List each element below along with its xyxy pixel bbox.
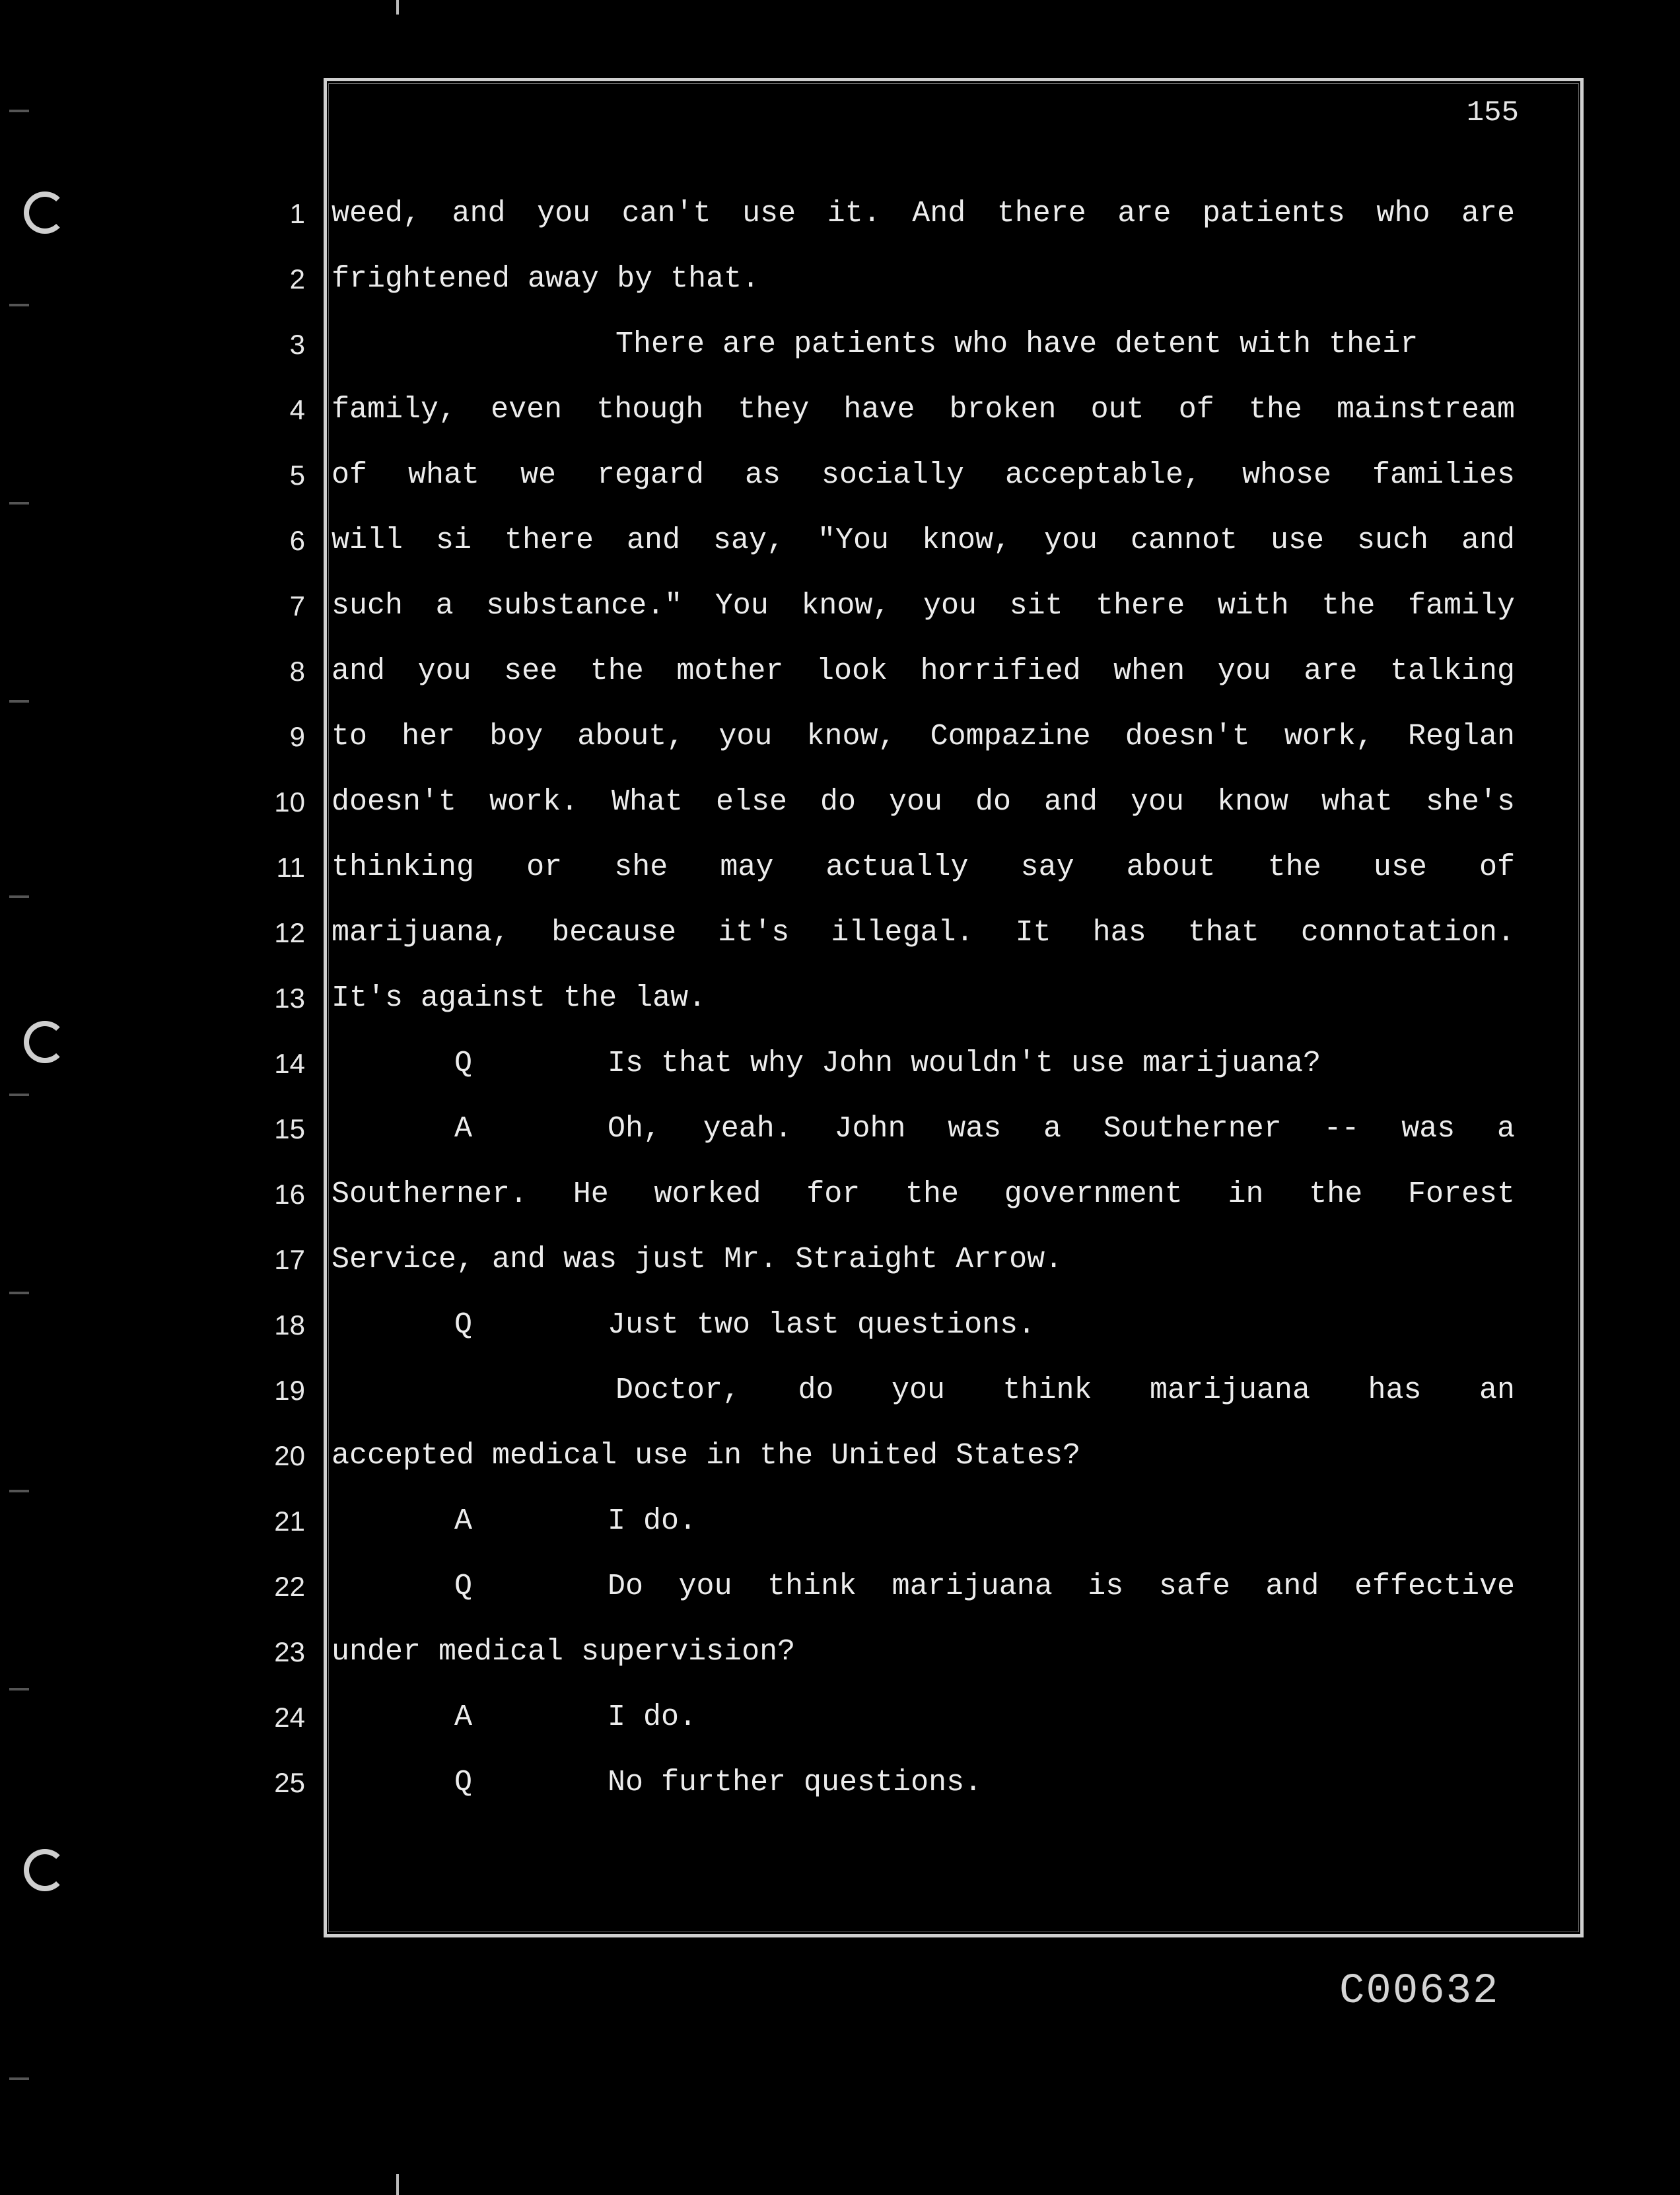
transcript-line	[332, 1372, 1515, 1409]
transcript-line	[332, 1438, 1515, 1475]
binder-hole-middle	[24, 1021, 66, 1063]
line-text: accepted medical use in the United States?	[332, 1439, 1081, 1473]
line-number: 4	[289, 394, 305, 425]
scan-tick	[9, 2077, 29, 2080]
line-text: Is that why John wouldn't use marijuana?	[608, 1047, 1321, 1080]
speaker-label: A	[454, 1112, 473, 1146]
line-text: will si there and say, "You know, you cannot use such and	[332, 524, 1515, 557]
transcript-line	[332, 915, 1515, 952]
transcript-line	[332, 195, 1515, 232]
transcript-line	[332, 784, 1515, 821]
line-number: 1	[289, 198, 305, 229]
line-text: marijuana, because it's illegal. It has that connotation.	[332, 916, 1515, 950]
line-number: 6	[289, 525, 305, 556]
transcript-line	[332, 392, 1515, 429]
line-number: 10	[274, 786, 305, 818]
transcript-line	[332, 326, 1515, 363]
line-text: weed, and you can't use it. And there are patients who are	[332, 197, 1515, 230]
scan-tick	[9, 502, 29, 505]
line-text: Oh, yeah. John was a Southerner -- was a	[608, 1112, 1515, 1146]
speaker-label: Q	[454, 1570, 473, 1603]
line-text: under medical supervision?	[332, 1635, 796, 1669]
transcript-line	[332, 522, 1515, 559]
line-number: 12	[274, 917, 305, 948]
line-number: 25	[274, 1767, 305, 1798]
line-number: 3	[289, 329, 305, 360]
binder-hole-top	[24, 192, 66, 234]
line-text: I do.	[608, 1504, 697, 1538]
transcript-line	[332, 980, 1515, 1017]
line-text: Do you think marijuana is safe and effective	[608, 1570, 1515, 1603]
line-number: 21	[274, 1506, 305, 1537]
speaker-label: Q	[454, 1047, 473, 1080]
transcript-line	[332, 1764, 1515, 1801]
scan-tick	[9, 110, 29, 112]
transcript-line	[332, 1503, 1515, 1540]
transcript-line	[332, 1045, 1515, 1082]
line-text: I do.	[608, 1700, 697, 1734]
line-text: It's against the law.	[332, 981, 707, 1015]
transcript-line	[332, 457, 1515, 494]
scan-tick	[9, 304, 29, 306]
transcript-line	[332, 1634, 1515, 1671]
line-text: frightened away by that.	[332, 262, 760, 296]
line-text: Service, and was just Mr. Straight Arrow.	[332, 1243, 1063, 1276]
line-text: doesn't work. What else do you do and you know what she's	[332, 785, 1515, 819]
line-text: such a substance." You know, you sit there with the family	[332, 589, 1515, 623]
line-number: 22	[274, 1571, 305, 1602]
bates-number: C00632	[1339, 1968, 1500, 2015]
line-number: 13	[274, 983, 305, 1014]
scan-tick	[9, 700, 29, 703]
line-number: 19	[274, 1375, 305, 1406]
line-text: thinking or she may actually say about the use of	[332, 851, 1515, 884]
line-number: 2	[289, 263, 305, 295]
transcript-line	[332, 718, 1515, 755]
line-number: 7	[289, 590, 305, 621]
line-number: 5	[289, 460, 305, 491]
line-number: 15	[274, 1113, 305, 1144]
line-number: 20	[274, 1440, 305, 1471]
line-number: 9	[289, 721, 305, 752]
transcript-line	[332, 1699, 1515, 1736]
scan-edge-mark	[396, 0, 399, 15]
transcript-line	[332, 1111, 1515, 1148]
scan-tick	[9, 895, 29, 898]
speaker-label: A	[454, 1504, 473, 1538]
line-text: of what we regard as socially acceptable, whose families	[332, 458, 1515, 492]
transcript-line	[332, 588, 1515, 625]
speaker-label: Q	[454, 1766, 473, 1799]
scan-edge-mark	[396, 2174, 399, 2195]
transcript-line	[332, 653, 1515, 690]
transcript-line	[332, 1307, 1515, 1344]
line-number: 17	[274, 1244, 305, 1275]
line-number: 24	[274, 1702, 305, 1733]
line-text: and you see the mother look horrified when you are talking	[332, 654, 1515, 688]
line-text: family, even though they have broken out of the mainstream	[332, 393, 1515, 427]
line-text: Doctor, do you think marijuana has an	[615, 1374, 1515, 1407]
line-text: There are patients who have detent with their	[615, 328, 1418, 361]
scan-tick	[9, 1094, 29, 1096]
line-number: 23	[274, 1636, 305, 1667]
line-text: No further questions.	[608, 1766, 983, 1799]
line-number: 18	[274, 1309, 305, 1341]
transcript-line	[332, 1568, 1515, 1605]
line-number: 11	[276, 852, 305, 883]
speaker-label: Q	[454, 1308, 473, 1342]
line-text: Southerner. He worked for the government in the Forest	[332, 1177, 1515, 1211]
scan-tick	[9, 1292, 29, 1294]
transcript-line	[332, 1176, 1515, 1213]
transcript-line	[332, 849, 1515, 886]
line-number: 8	[289, 656, 305, 687]
binder-hole-bottom	[24, 1849, 66, 1891]
scan-tick	[9, 1490, 29, 1492]
line-text: Just two last questions.	[608, 1308, 1036, 1342]
page-number: 155	[1466, 96, 1519, 129]
transcript-line	[332, 261, 1515, 298]
speaker-label: A	[454, 1700, 473, 1734]
scan-tick	[9, 1688, 29, 1690]
transcript-line	[332, 1241, 1515, 1278]
line-text: to her boy about, you know, Compazine doesn't work, Reglan	[332, 720, 1515, 753]
line-number: 16	[274, 1179, 305, 1210]
line-number: 14	[274, 1048, 305, 1079]
